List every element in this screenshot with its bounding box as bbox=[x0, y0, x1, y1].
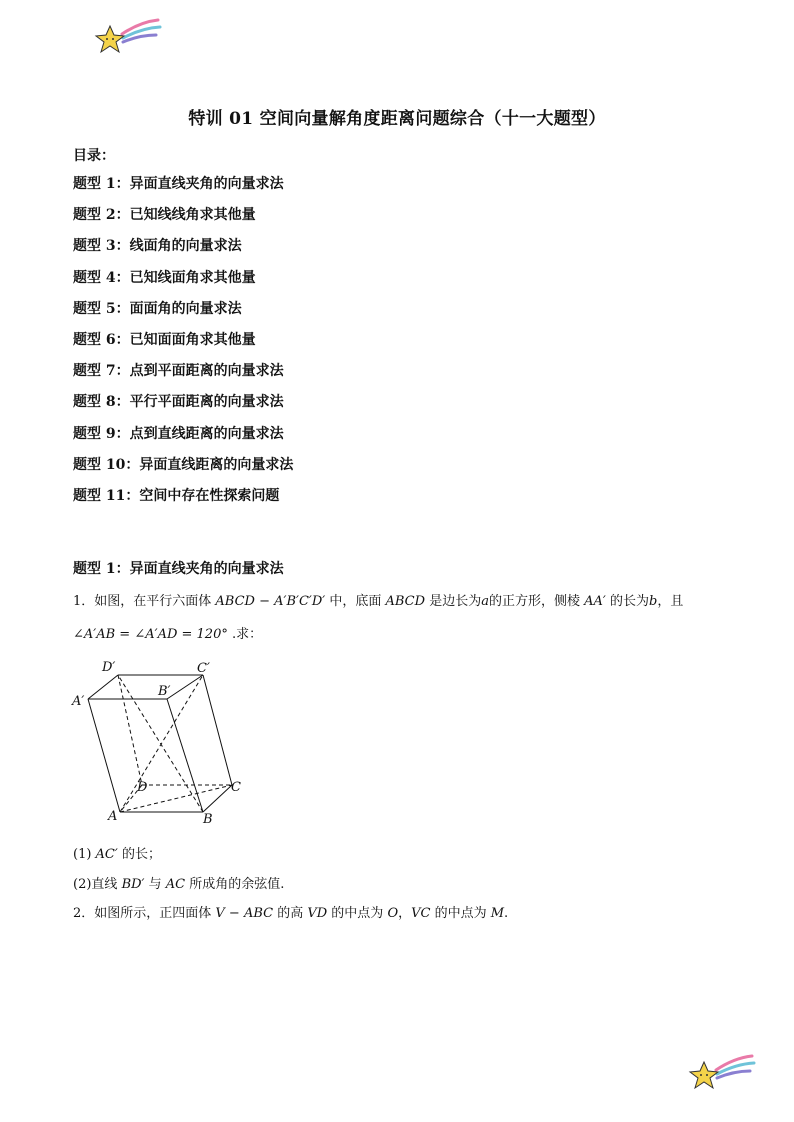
text: . bbox=[504, 906, 509, 921]
math: ∠A′AB = ∠A′AD = 120° bbox=[73, 627, 228, 642]
math: V − ABC bbox=[215, 906, 274, 921]
text: 与 bbox=[144, 877, 166, 892]
math: a bbox=[481, 594, 489, 609]
text: 的高 bbox=[273, 906, 308, 921]
toc-item[interactable]: 题型 9：点到直线距离的向量求法 bbox=[73, 425, 284, 442]
vertex-label: D′ bbox=[102, 660, 116, 675]
math: ABCD − A′B′C′D′ bbox=[215, 594, 326, 609]
toc-item[interactable]: 题型 11：空间中存在性探索问题 bbox=[73, 487, 280, 504]
toc-heading: 目录： bbox=[73, 148, 115, 164]
edge bbox=[167, 699, 203, 812]
toc-item[interactable]: 题型 4：已知线面角求其他量 bbox=[73, 269, 256, 286]
toc-item[interactable]: 题型 1：异面直线夹角的向量求法 bbox=[73, 176, 284, 192]
math: AC′ bbox=[95, 847, 118, 862]
toc-item[interactable]: 题型 6：已知面面角求其他量 bbox=[73, 331, 256, 348]
edge bbox=[203, 785, 232, 812]
problem-2-statement bbox=[73, 902, 508, 921]
math: VD bbox=[307, 906, 328, 921]
page-title: 特训 01 空间向量解角度距离问题综合（十一大题型） bbox=[188, 109, 606, 129]
text: 的中点为 bbox=[430, 906, 491, 921]
text: (2)直线 bbox=[73, 877, 122, 892]
vertex-label: C′ bbox=[197, 661, 210, 676]
toc-item[interactable]: 题型 7：点到平面距离的向量求法 bbox=[73, 363, 284, 380]
math: b bbox=[648, 594, 658, 609]
math: O bbox=[387, 906, 399, 921]
text: ， bbox=[398, 906, 412, 921]
shooting-star-icon bbox=[92, 16, 164, 58]
toc-item[interactable]: 题型 2：已知线线角求其他量 bbox=[73, 207, 256, 224]
toc-item[interactable]: 题型 10：异面直线距离的向量求法 bbox=[73, 456, 294, 473]
math: BD′ bbox=[121, 877, 145, 892]
text: 所成角的余弦值. bbox=[185, 877, 285, 892]
parallelepiped-figure bbox=[70, 655, 250, 827]
shooting-star-icon bbox=[686, 1052, 758, 1094]
edge bbox=[88, 699, 120, 812]
edge bbox=[88, 675, 118, 699]
math: AA′ bbox=[584, 594, 606, 609]
section-heading: 题型 1：异面直线夹角的向量求法 bbox=[73, 561, 284, 577]
hidden-edge bbox=[118, 675, 142, 785]
problem-1-condition bbox=[73, 623, 262, 642]
text: ，且 bbox=[657, 594, 684, 609]
text: .求： bbox=[227, 627, 263, 642]
text: 的长； bbox=[117, 847, 161, 862]
text: 1．如图，在平行六面体 bbox=[73, 594, 216, 609]
vertex-label: B′ bbox=[158, 684, 171, 699]
text: 的中点为 bbox=[327, 906, 388, 921]
math: M bbox=[490, 906, 505, 921]
text: 的长为 bbox=[605, 594, 649, 609]
text: 2．如图所示，正四面体 bbox=[73, 906, 216, 921]
math: VC bbox=[411, 906, 431, 921]
vertex-label: B bbox=[203, 812, 213, 827]
vertex-label: A′ bbox=[72, 694, 85, 709]
problem-1-statement bbox=[73, 590, 683, 609]
edge bbox=[167, 675, 203, 699]
toc-list bbox=[73, 175, 293, 518]
edge bbox=[203, 675, 232, 785]
toc-item[interactable]: 题型 3：线面角的向量求法 bbox=[73, 238, 242, 255]
vertex-label: C bbox=[231, 780, 241, 795]
vertex-label: D bbox=[137, 780, 148, 795]
toc-item[interactable]: 题型 5：面面角的向量求法 bbox=[73, 300, 242, 317]
question-1 bbox=[73, 843, 161, 862]
text: 的正方形，侧棱 bbox=[488, 594, 585, 609]
text: 是边长为 bbox=[425, 594, 482, 609]
text: 中，底面 bbox=[325, 594, 386, 609]
text: (1) bbox=[73, 847, 96, 862]
toc-item[interactable]: 题型 8：平行平面距离的向量求法 bbox=[73, 394, 284, 411]
vertex-label: A bbox=[108, 809, 118, 824]
math: AC bbox=[165, 877, 186, 892]
question-2 bbox=[73, 873, 284, 892]
math: ABCD bbox=[385, 594, 426, 609]
